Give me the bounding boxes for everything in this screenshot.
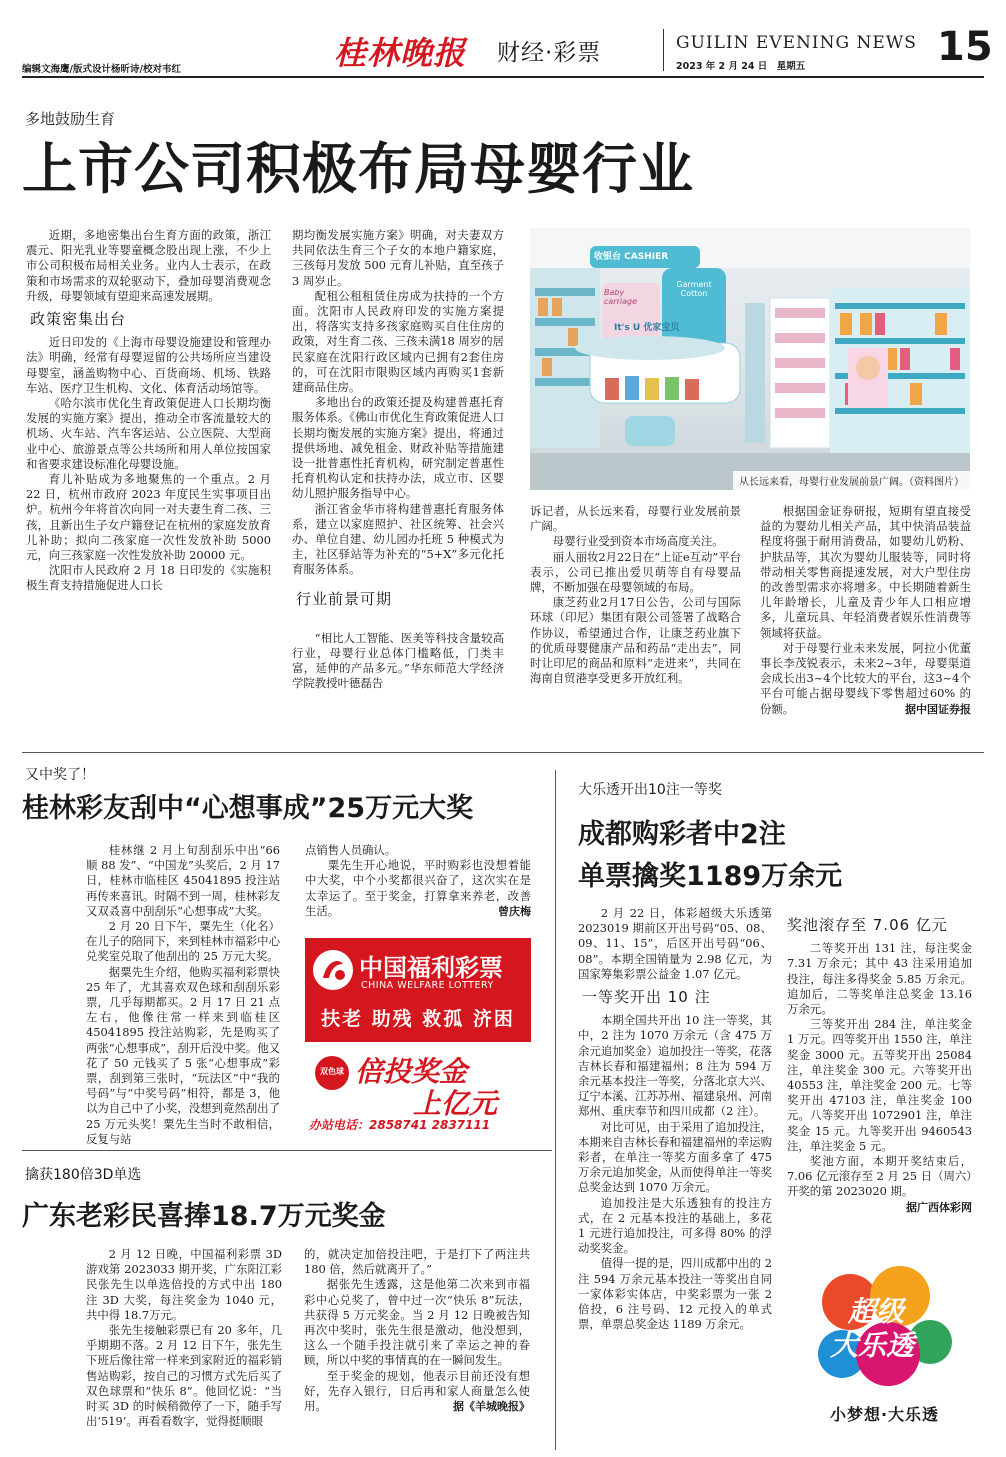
page-number: 15 xyxy=(937,24,993,70)
lottery2-headline: 广东老彩民喜捧18.7万元奖金 xyxy=(22,1201,386,1232)
lotto-slogan: 小梦想·大乐透 xyxy=(829,1405,940,1424)
section-heading-pool: 奖池滚存至 7.06 亿元 xyxy=(787,916,948,934)
header-rule xyxy=(22,76,984,78)
store-photo xyxy=(530,228,970,490)
ad-phone: 办站电话：2858741 2837111 xyxy=(309,1118,491,1132)
lottery1-col-1: 桂林继 2 月上旬刮刮乐中出“66 顺 88 发”、“中国龙”头奖后，2 月 17 日，桂林市临桂区 45041895 投注站再传来喜讯。时隔不到一周，桂林彩友又双叒喜中刮刮乐“心想事成”大奖。 2 月 20 日下午，粟先生（化名）在儿子的陪同下，来到桂林市福彩中心兑奖室兑取了他刮出的 25 万元大奖。 据粟先生介绍，他购买福利彩票快 25 年了，尤其喜欢双色球和刮刮乐彩票，几乎每期都买。2 月 17 日 21 点左右，他像往常一样来到临桂区 45041895 投注站购彩，先是购买了两张“心想事成”，刮开后没中奖。他又花了 50 元钱买了 5 张“心想事成”彩票，刮到第三张时，“玩法区”中“我的号码”与“中奖号码”相符，都是 3，他以为自己中了小奖，没想到竟然刮出了 25 万元头奖！粟先生当时不敢相信，反复与站 xyxy=(86,843,280,1146)
lottery3-source: 据广西体彩网 xyxy=(906,1200,972,1214)
main-kicker: 多地鼓励生育 xyxy=(25,110,116,128)
store-logo: It's U 优家宝贝 xyxy=(614,323,680,333)
carriage-sign: Baby carriage xyxy=(604,288,638,306)
ad-brand-en: CHINA WELFARE LOTTERY xyxy=(361,980,494,991)
lottery3-col-2: 奖池滚存至 7.06 亿元 二等奖开出 131 注，每注奖金 7.31 万余元；其中 43 注采用追加投注，每注多得奖金 5.85 万余元。追加后，二等奖单注总奖金 13.16 万余元。 三等奖开出 284 注，单注奖金 1 万元。四等奖开出 1550 注，单注奖金 3000 元。五等奖开出 25084 注，单注奖金 300 元。六等奖开出 40553 注，单注奖金 200 元。七等奖开出 47103 注，单注奖金 100 元。八等奖开出 1072901 注，单注奖金 15 元。九等奖开出 9460543 注，单注奖金 5 元。 奖池方面，本期开奖结束后，7.06 亿元滚存至 2 月 25 日（周六）开奖的第 2023020 期。 据广西体彩网 xyxy=(787,916,972,1214)
welfare-logo-icon xyxy=(313,950,353,990)
newspaper-logo: 桂林晚报 xyxy=(334,34,467,72)
ad-bonus-1: 倍投奖金 xyxy=(355,1055,468,1088)
lottery1-author: 曾庆梅 xyxy=(498,905,531,919)
photo-caption: 从长远来看，母婴行业发展前景广阔。（资料图片） xyxy=(733,471,970,490)
ad-slogan: 扶老 助残 救孤 济困 xyxy=(321,1008,515,1030)
column-divider xyxy=(555,770,556,1450)
lotto-title-1: 超级 xyxy=(848,1295,905,1328)
section-heading-policy: 政策密集出台 xyxy=(30,310,127,329)
section-title: 财经·彩票 xyxy=(497,40,602,66)
main-headline: 上市公司积极布局母婴行业 xyxy=(22,137,695,201)
main-source: 据中国证券报 xyxy=(905,702,971,716)
main-col-1: 近期，多地密集出台生育方面的政策，浙江震元、阳光乳业等婴童概念股出现上涨，不少上市公司积极布局相关业务。业内人士表示，在政策和市场需求的双轮驱动下，叠加母婴消费观念升级，母婴领域有望迎来高速发展期。 政策密集出台 近日印发的《上海市母婴设施建设和管理办法》明确，经常有母婴逗留的公共场所应当建设母婴室，涵盖购物中心、百货商场、机场、铁路车站、医疗卫生机构、文化、体育活动场馆等。 《哈尔滨市优化生育政策促进人口长期均衡发展的实施方案》提出，推动全市客流量较大的机场、火车站、汽车客运站、公立医院、大型商业中心、旅游景点等公共场所和用人单位按国家和省要求建设标准化母婴设施。 育儿补贴成为多地聚焦的一个重点。2 月 22 日，杭州市政府 2023 年度民生实事项目出炉。杭州今年将首次向同一对夫妻生育二孩、三孩，且新出生子女户籍登记在杭州的家庭发放育儿补助；拟向二孩家庭一次性发放补助 5000 元，向三孩家庭一次性发放补助 20000 元。 沈阳市人民政府 2 月 18 日印发的《实施积极生育支持措施促进人口长 xyxy=(26,228,271,593)
credits: 编辑文海鹰/版式设计杨昕诗/校对韦红 xyxy=(22,64,181,75)
lottery2-col-1: 2 月 12 日晚，中国福利彩票 3D 游戏第 2023033 期开奖，广东阳江彩民张先生以单选倍投的方式中出 180 注 3D 大奖，每注奖金为 1040 元，共中得 18.7万元。 张先生接触彩票已有 20 多年，几乎期期不落。2 月 12 日下午，张先生下班后像往常一样来到家附近的福彩销售站购彩，按自己的习惯方式先后买了双色球票和“快乐 8”。他回忆说：“当时买 3D 的时候稍微停了一下，随手写出‘519’。再看看数字，觉得挺顺眼 xyxy=(86,1247,282,1429)
lottery2-kicker: 擒获180倍3D单选 xyxy=(25,1167,142,1183)
english-name: GUILIN EVENING NEWS xyxy=(676,33,917,53)
lottery2-col-2: 的，就决定加倍投注吧，于是打下了两注共 180 倍，然后就离开了。” 据张先生透露，这是他第二次来到市福彩中心兑奖了，曾中过一次“快乐 8”玩法，共获得 5 万元奖金。当 2 月 12 日晚被告知再次中奖时，张先生很是激动，他没想到，这么一个随手投注就引来了幸运之神的眷顾，所以中奖的事情真的在一瞬间发生。 至于奖金的规划，他表示目前还没有想好，先存入银行，日后再和家人商量怎么使用。 据《羊城晚报》 xyxy=(304,1247,530,1414)
ad-brand: 中国福利彩票 xyxy=(359,954,503,982)
section-heading-first-prize: 一等奖开出 10 注 xyxy=(582,988,711,1007)
lottery-rule xyxy=(22,1150,552,1151)
cashier-sign: 收银台 CASHIER xyxy=(594,252,669,262)
main-col-2: 期均衡发展实施方案》明确，对夫妻双方共同依法生育三个子女的本地户籍家庭，三孩每月发放 500 元育儿补贴，直至孩子 3 周岁止。 配租公租租赁住房成为扶持的一个方面。沈阳市人民政府印发的实施方案提出，将落实支持多孩家庭购买自住住房的政策，对生育二孩、三孩未满18 周岁的居民家庭在沈阳行政区域内已拥有2套住房的，可在沈阳市限购区域内再购买1套新建商品住房。 多地出台的政策还提及构建普惠托育服务体系。《佛山市优化生育政策促进人口长期均衡发展的实施方案》提出，将通过提供场地、减免租金、财政补贴等措施建设一批普惠性托育机构，研究制定普惠性托育机构认定和扶持办法，成立市、区婴幼儿照护服务指导中心。 浙江省金华市将构建普惠托育服务体系，建立以家庭照护、社区统筹、社会兴办、单位自建、幼儿园办托班 5 种模式为主，社区驿站等为补充的“5+X”多元化托育服务体系。 行业前景可期 “相比人工智能、医美等科技含量较高行业，母婴行业总体门槛略低，门类丰富，延伸的产品多元。”华东师范大学经济学院教授叶德磊告 xyxy=(292,228,504,691)
welfare-lottery-ad xyxy=(305,938,531,1134)
garment-sign: Garment Cotton xyxy=(676,280,712,298)
issue-date: 2023 年 2 月 24 日 星期五 xyxy=(676,61,806,72)
lottery1-headline: 桂林彩友刮中“心想事成”25万元大奖 xyxy=(22,793,474,824)
lottery3-headline-2: 单票擒奖1189万余元 xyxy=(578,861,843,892)
lottery1-kicker: 又中奖了！ xyxy=(25,767,95,783)
super-lotto-ad xyxy=(812,1262,957,1442)
lottery2-source: 据《羊城晚报》 xyxy=(453,1400,530,1414)
main-col-4: 根据国金证券研报，短期有望直接受益的为婴幼儿相关产品，其中快消品装益程度将强于耐用消费品，如婴幼儿奶粉、护肤品等，其次为婴幼儿服装等，同时将带动相关零售商提速发展，对大户型住房的改善型需求亦将增多。中长期随着新生儿年龄增长，儿童及青少年人口相应增多，儿童玩具、年轻消费者娱乐性消费等领域将获益。 对于母婴行业未来发展，阿拉小优董事长李茂锐表示，未来2~3年，母婴渠道会成长出3~4个比较大的平台，这3~4个平台可能占据母婴线下零售超过60% 的份额。 据中国证券报 xyxy=(760,504,971,716)
lotto-title-2: 大乐透 xyxy=(830,1329,915,1362)
ad-bonus-2: 上亿元 xyxy=(413,1087,498,1120)
lottery1-col-2: 点销售人员确认。 粟先生开心地说，平时购彩也没想着能中大奖，中个小奖都很兴奋了，这次实在是太幸运了。至于奖金，打算拿来养老，改善生活。 曾庆梅 xyxy=(305,843,531,919)
header-divider xyxy=(663,29,664,71)
ssq-label: 双色球 xyxy=(320,1067,344,1076)
main-col-3: 诉记者，从长远来看，母婴行业发展前景广阔。 母婴行业受到资本市场高度关注。 丽人丽妆2月22日在“上证e互动”平台表示，公司已推出爱贝萌等自有母婴品牌，不断加强在母婴领域的布局。 康芝药业2月17日公告，公司与国际环球（印尼）集团有限公司签署了战略合作协议，希望通过合作，让康芝药业旗下的优质母婴健康产品和药品“走出去”，同时让印尼的商品和原料“走进来”，共同在海南自贸港享受更多开放红利。 xyxy=(530,504,742,686)
section-heading-outlook: 行业前景可期 xyxy=(296,589,393,608)
lottery3-kicker: 大乐透开出10注一等奖 xyxy=(578,782,722,798)
lottery3-col-1: 2 月 22 日，体彩超级大乐透第 2023019 期前区开出号码“05、08、09、11、15”，后区开出号码“06、08”。本期全国销量为 2.98 亿元，为国家筹集彩票公益金 1.07 亿元。 一等奖开出 10 注 本期全国共开出 10 注一等奖，其中，2 注为 1070 万余元（含 475 万余元追加奖金）追加投注一等奖，花落吉林长春和福建福州；8 注为 594 万余元基本投注一等奖，分落北京大兴、辽宁本溪、江苏苏州、福建泉州、河南郑州、重庆奉节和四川成都（2 注）。 对比可见，由于采用了追加投注，本期来自吉林长春和福建福州的幸运购彩者，在单注一等奖方面多拿了 475 万余元追加奖金，从而使得单注一等奖总奖金达到 1070 万余元。 追加投注是大乐透独有的投注方式，在 2 元基本投注的基础上，多花 1 元进行追加投注，可多得 80% 的浮动奖奖金。 值得一提的是，四川成都中出的 2 注 594 万余元基本投注一等奖出自同一家体彩实体店，中奖彩票为一张 2 倍投，6 注号码、12 元投入的单式票，单票总奖金达 1189 万余元。 xyxy=(578,906,772,1332)
lottery3-headline-1: 成都购彩者中2注 xyxy=(578,819,786,850)
baby-store-illustration xyxy=(530,228,970,490)
section-rule xyxy=(22,752,984,753)
